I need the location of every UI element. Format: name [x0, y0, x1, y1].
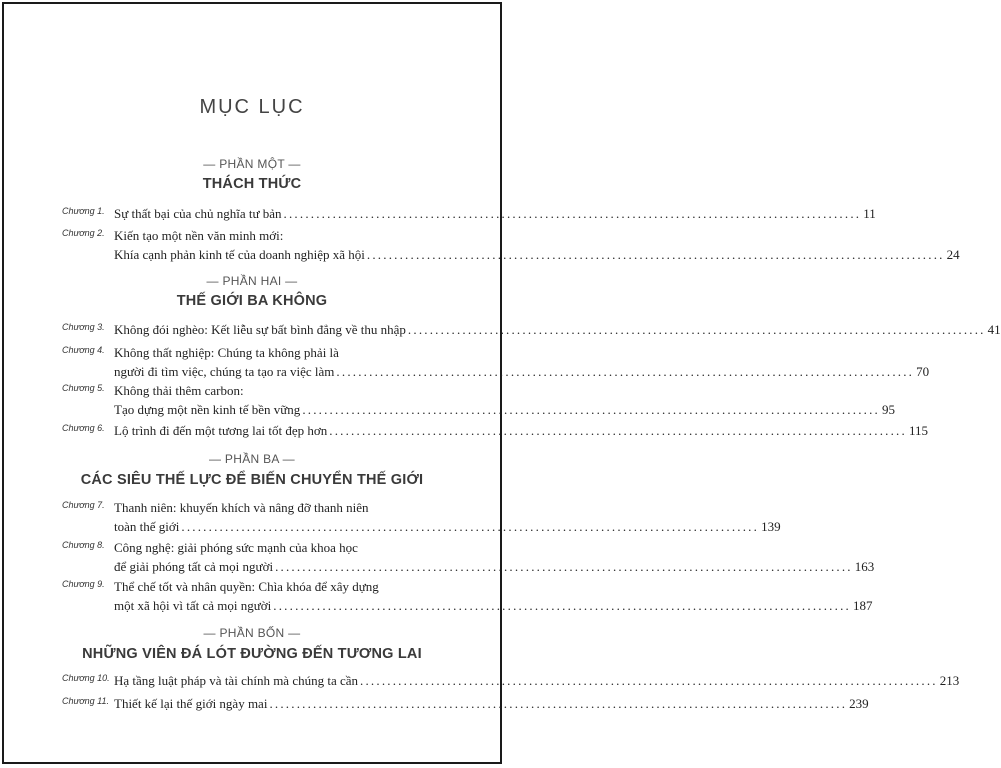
chapter-number: Chương 2.	[62, 228, 105, 238]
part-1-label: — PHẦN MỘT —	[203, 157, 301, 171]
page-number: 24	[946, 247, 960, 262]
dot-leader: ..........................................................................................................	[407, 322, 986, 337]
chapter-title-line: để giải phóng tất cả mọi người	[114, 559, 274, 574]
page-number: 139	[761, 519, 781, 534]
chapter-title-line: Khía cạnh phản kinh tế của doanh nghiệp xã hội	[114, 247, 365, 262]
dot-leader: ..........................................................................................................	[360, 673, 938, 688]
chapter-title-line: người đi tìm việc, chúng ta tạo ra việc làm	[114, 364, 335, 379]
dot-leader: ..........................................................................................................	[181, 519, 760, 534]
part-3-label: — PHẦN BA —	[209, 452, 295, 466]
part-2-title: THẾ GIỚI BA KHÔNG	[176, 293, 328, 309]
chapter-title-line: Hạ tầng luật pháp và tài chính mà chúng ta cần	[114, 673, 359, 688]
dot-leader: ..........................................................................................................	[273, 598, 851, 613]
dot-leader: ..........................................................................................................	[283, 206, 862, 221]
page-number: 213	[939, 673, 960, 688]
dot-leader: ..........................................................................................................	[275, 559, 853, 574]
book-page	[2, 2, 1001, 764]
chapter-number: Chương 4.	[62, 345, 105, 355]
chapter-title-line: Sự thất bại của chủ nghĩa tư bản	[114, 206, 282, 221]
chapter-number: Chương 8.	[62, 540, 105, 550]
chapter-number: Chương 5.	[62, 383, 105, 393]
page-number: 70	[916, 364, 930, 379]
chapter-number: Chương 11.	[62, 696, 110, 706]
page-number: 41	[987, 322, 1001, 337]
page-number: 163	[854, 559, 875, 574]
part-3-title: CÁC SIÊU THẾ LỰC ĐỂ BIẾN CHUYỂN THẾ GIỚI	[80, 472, 424, 488]
chapter-number: Chương 3.	[62, 322, 105, 332]
chapter-number: Chương 7.	[62, 500, 105, 510]
dot-leader: ..........................................................................................................	[329, 423, 907, 438]
chapter-title-line: một xã hội vì tất cả mọi người	[114, 598, 272, 613]
chapter-title-line: Không đói nghèo: Kết liễu sự bất bình đẳng về thu nhập	[114, 322, 406, 337]
dot-leader: ..........................................................................................................	[366, 247, 945, 262]
chapter-title-line: Thể chế tốt và nhân quyền: Chìa khóa để xây dựng	[114, 579, 379, 594]
page-number: 95	[882, 402, 896, 417]
chapter-title-line: Kiến tạo một nền văn minh mới:	[114, 228, 284, 243]
page-number: 11	[863, 206, 876, 221]
chapter-title-line: Công nghệ: giải phóng sức mạnh của khoa học	[114, 540, 358, 555]
dot-leader: ..........................................................................................................	[302, 402, 881, 417]
part-4-label: — PHẦN BỐN —	[203, 626, 301, 640]
dot-leader: ..........................................................................................................	[269, 696, 848, 711]
chapter-title-line: Lộ trình đi đến một tương lai tốt đẹp hơn	[114, 423, 328, 438]
dot-leader: ..........................................................................................................	[336, 364, 915, 379]
page-number: 187	[852, 598, 873, 613]
part-4-title: NHỮNG VIÊN ĐÁ LÓT ĐƯỜNG ĐẾN TƯƠNG LAI	[82, 646, 422, 662]
chapter-number: Chương 10.	[62, 673, 110, 683]
chapter-title-line: Tạo dựng một nền kinh tế bền vững	[114, 402, 301, 417]
page-number: 239	[849, 696, 869, 711]
part-2-label: — PHẦN HAI —	[206, 274, 298, 288]
chapter-title-line: Thiết kế lại thế giới ngày mai	[114, 696, 268, 711]
toc-title: MỤC LỤC	[199, 96, 305, 118]
chapter-title-line: Không thất nghiệp: Chúng ta không phải là	[114, 345, 339, 360]
chapter-title-line: toàn thế giới	[114, 519, 180, 534]
chapter-title-line: Thanh niên: khuyến khích và nâng đỡ thanh niên	[114, 500, 369, 515]
page-number: 115	[908, 423, 928, 438]
chapter-number: Chương 6.	[62, 423, 105, 433]
chapter-number: Chương 9.	[62, 579, 105, 589]
part-1-title: THÁCH THỨC	[202, 176, 302, 192]
chapter-title-line: Không thải thêm carbon:	[114, 383, 244, 398]
chapter-number: Chương 1.	[62, 206, 105, 216]
